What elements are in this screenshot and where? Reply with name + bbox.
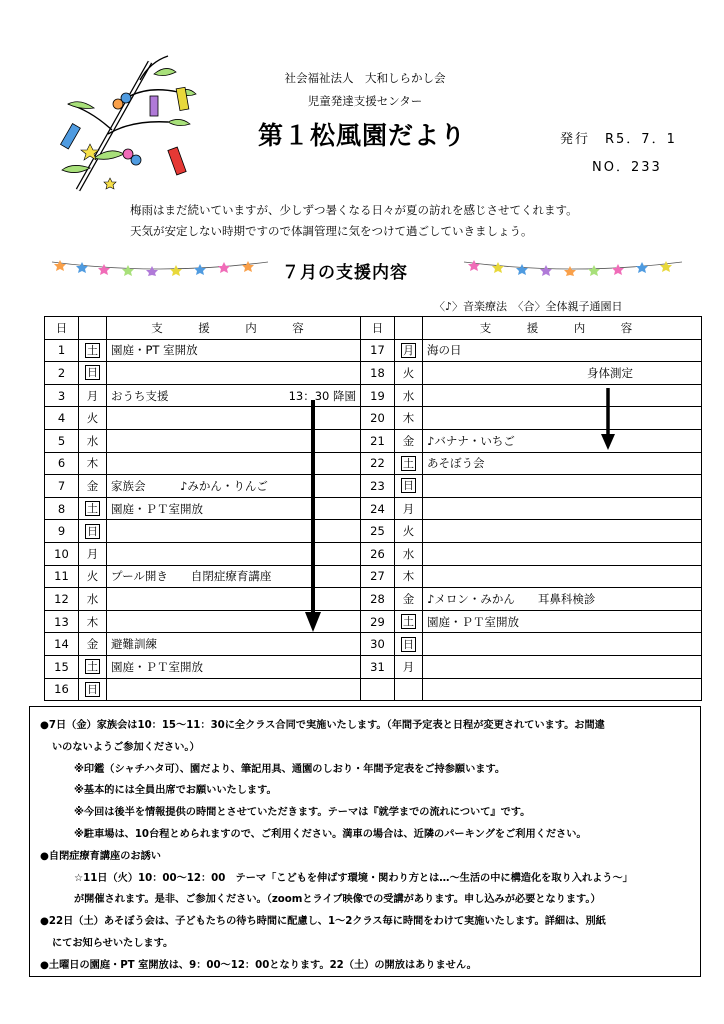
day-cell: 15 (45, 655, 79, 678)
weekday-label: 水 (402, 388, 415, 403)
weekday-cell (395, 610, 423, 633)
note-line: ●土曜日の園庭・PT 室開放は、9：00～12：00となります。22（土）の開放はありません。 (40, 959, 477, 971)
intro-line-1: 梅雨はまだ続いていますが、少しずつ暑くなる日々が夏の訪れを感じさせてくれます。 (130, 203, 578, 217)
content-cell (107, 362, 361, 385)
content-text: 避難訓練 (111, 637, 157, 652)
content-cell (423, 497, 702, 520)
weekday-cell (79, 542, 107, 565)
tanabata-bamboo-icon (50, 50, 200, 200)
table-row (45, 407, 702, 430)
notes-box (29, 706, 701, 977)
weekday-cell (395, 429, 423, 452)
day-cell: 23 (361, 475, 395, 498)
day-cell: 26 (361, 542, 395, 565)
day-cell: 21 (361, 429, 395, 452)
content-cell (423, 633, 702, 656)
weekend-weekday-label: 土 (87, 660, 98, 674)
weekday-cell (395, 384, 423, 407)
content-text: 家族会 ♪みかん・りんご (111, 478, 268, 493)
weekday-cell (79, 339, 107, 362)
content-cell (107, 452, 361, 475)
table-header-row (45, 317, 702, 340)
day-cell: 14 (45, 633, 79, 656)
content-text: 海の日 (427, 343, 462, 358)
day-cell: 17 (361, 339, 395, 362)
weekday-cell (79, 678, 107, 701)
note-line: いのないようご参加ください。） (52, 741, 200, 753)
content-cell (423, 362, 702, 385)
content-cell (423, 542, 702, 565)
content-text: ♪メロン・みかん 耳鼻科検診 (427, 591, 596, 606)
day-cell: 28 (361, 588, 395, 611)
table-row (45, 542, 702, 565)
content-cell (107, 407, 361, 430)
content-cell (423, 475, 702, 498)
table-row (45, 588, 702, 611)
table-row (45, 475, 702, 498)
day-cell: 5 (45, 429, 79, 452)
content-text: 園庭・PT 室開放 (111, 343, 198, 358)
content-cell (423, 520, 702, 543)
weekday-cell (79, 565, 107, 588)
weekday-label: 金 (402, 591, 415, 606)
content-cell (423, 565, 702, 588)
note-line: ●7日（金）家族会は10：15～11：30に全クラス合同で実施いたします。（年間予定表と日程が変更されています。お間違 (40, 720, 605, 731)
weekday-label: 金 (86, 478, 99, 493)
content-text: ♪バナナ・いちご (427, 433, 515, 448)
day-cell: 6 (45, 452, 79, 475)
weekday-cell (395, 655, 423, 678)
weekday-cell (79, 407, 107, 430)
content-cell (107, 339, 361, 362)
weekday-cell (395, 542, 423, 565)
content-cell (107, 384, 361, 407)
content-cell (423, 339, 702, 362)
weekday-cell (395, 520, 423, 543)
header-content-left: 支 援 内 容 (107, 317, 361, 340)
weekend-weekday-label: 土 (403, 456, 414, 470)
weekend-weekday-label: 土 (403, 615, 414, 629)
table-row (45, 633, 702, 656)
weekend-weekday-label: 日 (403, 479, 414, 493)
weekend-weekday-label: 月 (403, 343, 414, 357)
note-line: ●自閉症療育講座のお誘い (40, 850, 161, 862)
weekday-label: 木 (402, 569, 415, 584)
day-cell: 12 (45, 588, 79, 611)
day-cell: 11 (45, 565, 79, 588)
table-row (45, 565, 702, 588)
note-line: ※今回は後半を情報提供の時間とさせていただきます。テーマは『就学までの流れについて』です。 (74, 807, 531, 819)
content-cell (423, 429, 702, 452)
day-cell: 13 (45, 610, 79, 633)
facility-name: 児童発達支援センター (307, 94, 423, 108)
content-cell (107, 429, 361, 452)
day-cell (361, 678, 395, 701)
table-row (45, 339, 702, 362)
weekday-cell (395, 362, 423, 385)
weekday-cell (395, 588, 423, 611)
weekday-cell (395, 565, 423, 588)
star-garland-left-icon (50, 256, 270, 276)
weekday-label: 金 (86, 637, 99, 652)
content-cell (107, 588, 361, 611)
newsletter-title: 第１松風園だより (258, 121, 467, 150)
weekday-label: 月 (402, 501, 415, 516)
content-cell (107, 565, 361, 588)
weekday-label: 月 (86, 388, 99, 403)
header-day-left: 日 (45, 317, 79, 340)
content-text: プール開き 自閉症療育講座 (111, 569, 272, 584)
weekday-cell (79, 475, 107, 498)
content-text: 園庭・ＰＴ室開放 (111, 501, 203, 516)
weekday-cell (395, 475, 423, 498)
day-cell: 25 (361, 520, 395, 543)
day-cell: 19 (361, 384, 395, 407)
weekday-cell (79, 384, 107, 407)
content-note: 身体測定 (587, 365, 633, 380)
header-day-right: 日 (361, 317, 395, 340)
weekday-label: 木 (86, 456, 99, 471)
content-text: おうち支援 (111, 388, 169, 403)
day-cell: 30 (361, 633, 395, 656)
weekday-label: 火 (86, 411, 99, 426)
intro-line-2: 天気が安定しない時期ですので体調管理に気をつけて過ごしていきましょう。 (130, 224, 533, 238)
day-cell: 9 (45, 520, 79, 543)
day-cell: 2 (45, 362, 79, 385)
weekday-label: 金 (402, 433, 415, 448)
weekday-cell (79, 497, 107, 520)
content-cell (423, 384, 702, 407)
day-cell: 31 (361, 655, 395, 678)
weekend-weekday-label: 日 (403, 637, 414, 651)
content-cell (107, 678, 361, 701)
table-row (45, 520, 702, 543)
header-content-right: 支 援 内 容 (423, 317, 702, 340)
weekday-label: 水 (86, 591, 99, 606)
weekday-label: 木 (86, 614, 99, 629)
table-row (45, 452, 702, 475)
weekday-cell (79, 452, 107, 475)
weekday-cell (395, 407, 423, 430)
day-cell: 20 (361, 407, 395, 430)
day-cell: 8 (45, 497, 79, 520)
day-cell: 22 (361, 452, 395, 475)
day-cell: 3 (45, 384, 79, 407)
note-line: ※印鑑（シャチハタ可）、園だより、筆記用具、通園のしおり・年間予定表をご持参願います。 (74, 763, 506, 775)
day-cell: 24 (361, 497, 395, 520)
content-cell (107, 542, 361, 565)
day-cell: 7 (45, 475, 79, 498)
weekend-weekday-label: 日 (87, 524, 98, 538)
issue-date: 発行 R5．7．1 (560, 132, 677, 147)
content-text: 園庭・ＰＴ室開放 (427, 614, 519, 629)
weekday-cell (79, 633, 107, 656)
content-cell (423, 452, 702, 475)
weekday-cell (395, 497, 423, 520)
weekday-label: 水 (402, 546, 415, 561)
content-cell (423, 655, 702, 678)
table-row (45, 610, 702, 633)
weekday-cell (79, 588, 107, 611)
weekend-weekday-label: 日 (87, 366, 98, 380)
header-weekday-left (79, 317, 107, 340)
day-cell: 18 (361, 362, 395, 385)
table-row (45, 384, 702, 407)
table-row (45, 429, 702, 452)
content-cell (107, 475, 361, 498)
content-cell (107, 497, 361, 520)
weekday-cell (395, 452, 423, 475)
content-cell (107, 520, 361, 543)
table-row (45, 655, 702, 678)
weekday-cell (79, 362, 107, 385)
note-line: ※駐車場は、10台程とめられますので、ご利用ください。満車の場合は、近隣のパーキングをご利用ください。 (74, 828, 587, 840)
day-cell: 1 (45, 339, 79, 362)
content-cell (107, 655, 361, 678)
note-line: が開催されます。是非、ご参加ください。（zoomとライブ映像での受講があります。申し込みが必要となります。） (74, 894, 601, 906)
content-cell (423, 407, 702, 430)
weekday-label: 月 (402, 659, 415, 674)
note-line: にてお知らせいたします。 (52, 937, 174, 949)
issue-number: NO．233 (592, 160, 662, 175)
table-row (45, 497, 702, 520)
note-line: ☆11日（火）10：00～12：00 テーマ「こどもを伸ばす環境・関わり方とは…～生活の中に構造化を取り入れよう～」 (74, 872, 633, 884)
weekend-weekday-label: 土 (87, 502, 98, 516)
weekend-weekday-label: 日 (87, 682, 98, 696)
weekday-cell (79, 520, 107, 543)
weekday-cell (395, 678, 423, 701)
weekday-label: 火 (402, 524, 415, 539)
day-cell: 10 (45, 542, 79, 565)
content-cell (107, 610, 361, 633)
weekend-weekday-label: 土 (87, 343, 98, 357)
weekday-label: 月 (86, 546, 99, 561)
note-line: ●22日（土）あそぼう会は、子どもたちの待ち時間に配慮し、1～2クラス毎に時間をわけて実施いたします。詳細は、別紙 (40, 916, 606, 928)
organization-name: 社会福祉法人 大和しらかし会 (284, 71, 446, 85)
content-cell (423, 588, 702, 611)
day-cell: 4 (45, 407, 79, 430)
day-cell: 16 (45, 678, 79, 701)
weekday-cell (79, 655, 107, 678)
content-cell (423, 678, 702, 701)
table-row (45, 362, 702, 385)
table-row (45, 678, 702, 701)
content-text: 園庭・ＰＴ室開放 (111, 659, 203, 674)
star-garland-right-icon (462, 256, 684, 276)
weekday-cell (395, 339, 423, 362)
day-cell: 29 (361, 610, 395, 633)
note-line: ※基本的には全員出席でお願いいたします。 (74, 785, 277, 797)
schedule-table (44, 316, 702, 701)
content-cell (107, 633, 361, 656)
weekday-label: 水 (86, 433, 99, 448)
weekday-cell (79, 429, 107, 452)
weekday-label: 木 (402, 411, 415, 426)
weekday-cell (395, 633, 423, 656)
schedule-legend: 〈♪〉音楽療法 〈合〉全体親子通園日 (434, 300, 623, 313)
day-cell: 27 (361, 565, 395, 588)
content-note: 13：30 降園 (288, 388, 356, 403)
weekday-label: 火 (86, 569, 99, 584)
weekday-label: 火 (402, 365, 415, 380)
weekday-cell (79, 610, 107, 633)
content-cell (423, 610, 702, 633)
section-title: ７月の支援内容 (282, 263, 408, 283)
content-text: あそぼう会 (427, 456, 485, 471)
header-weekday-right (395, 317, 423, 340)
